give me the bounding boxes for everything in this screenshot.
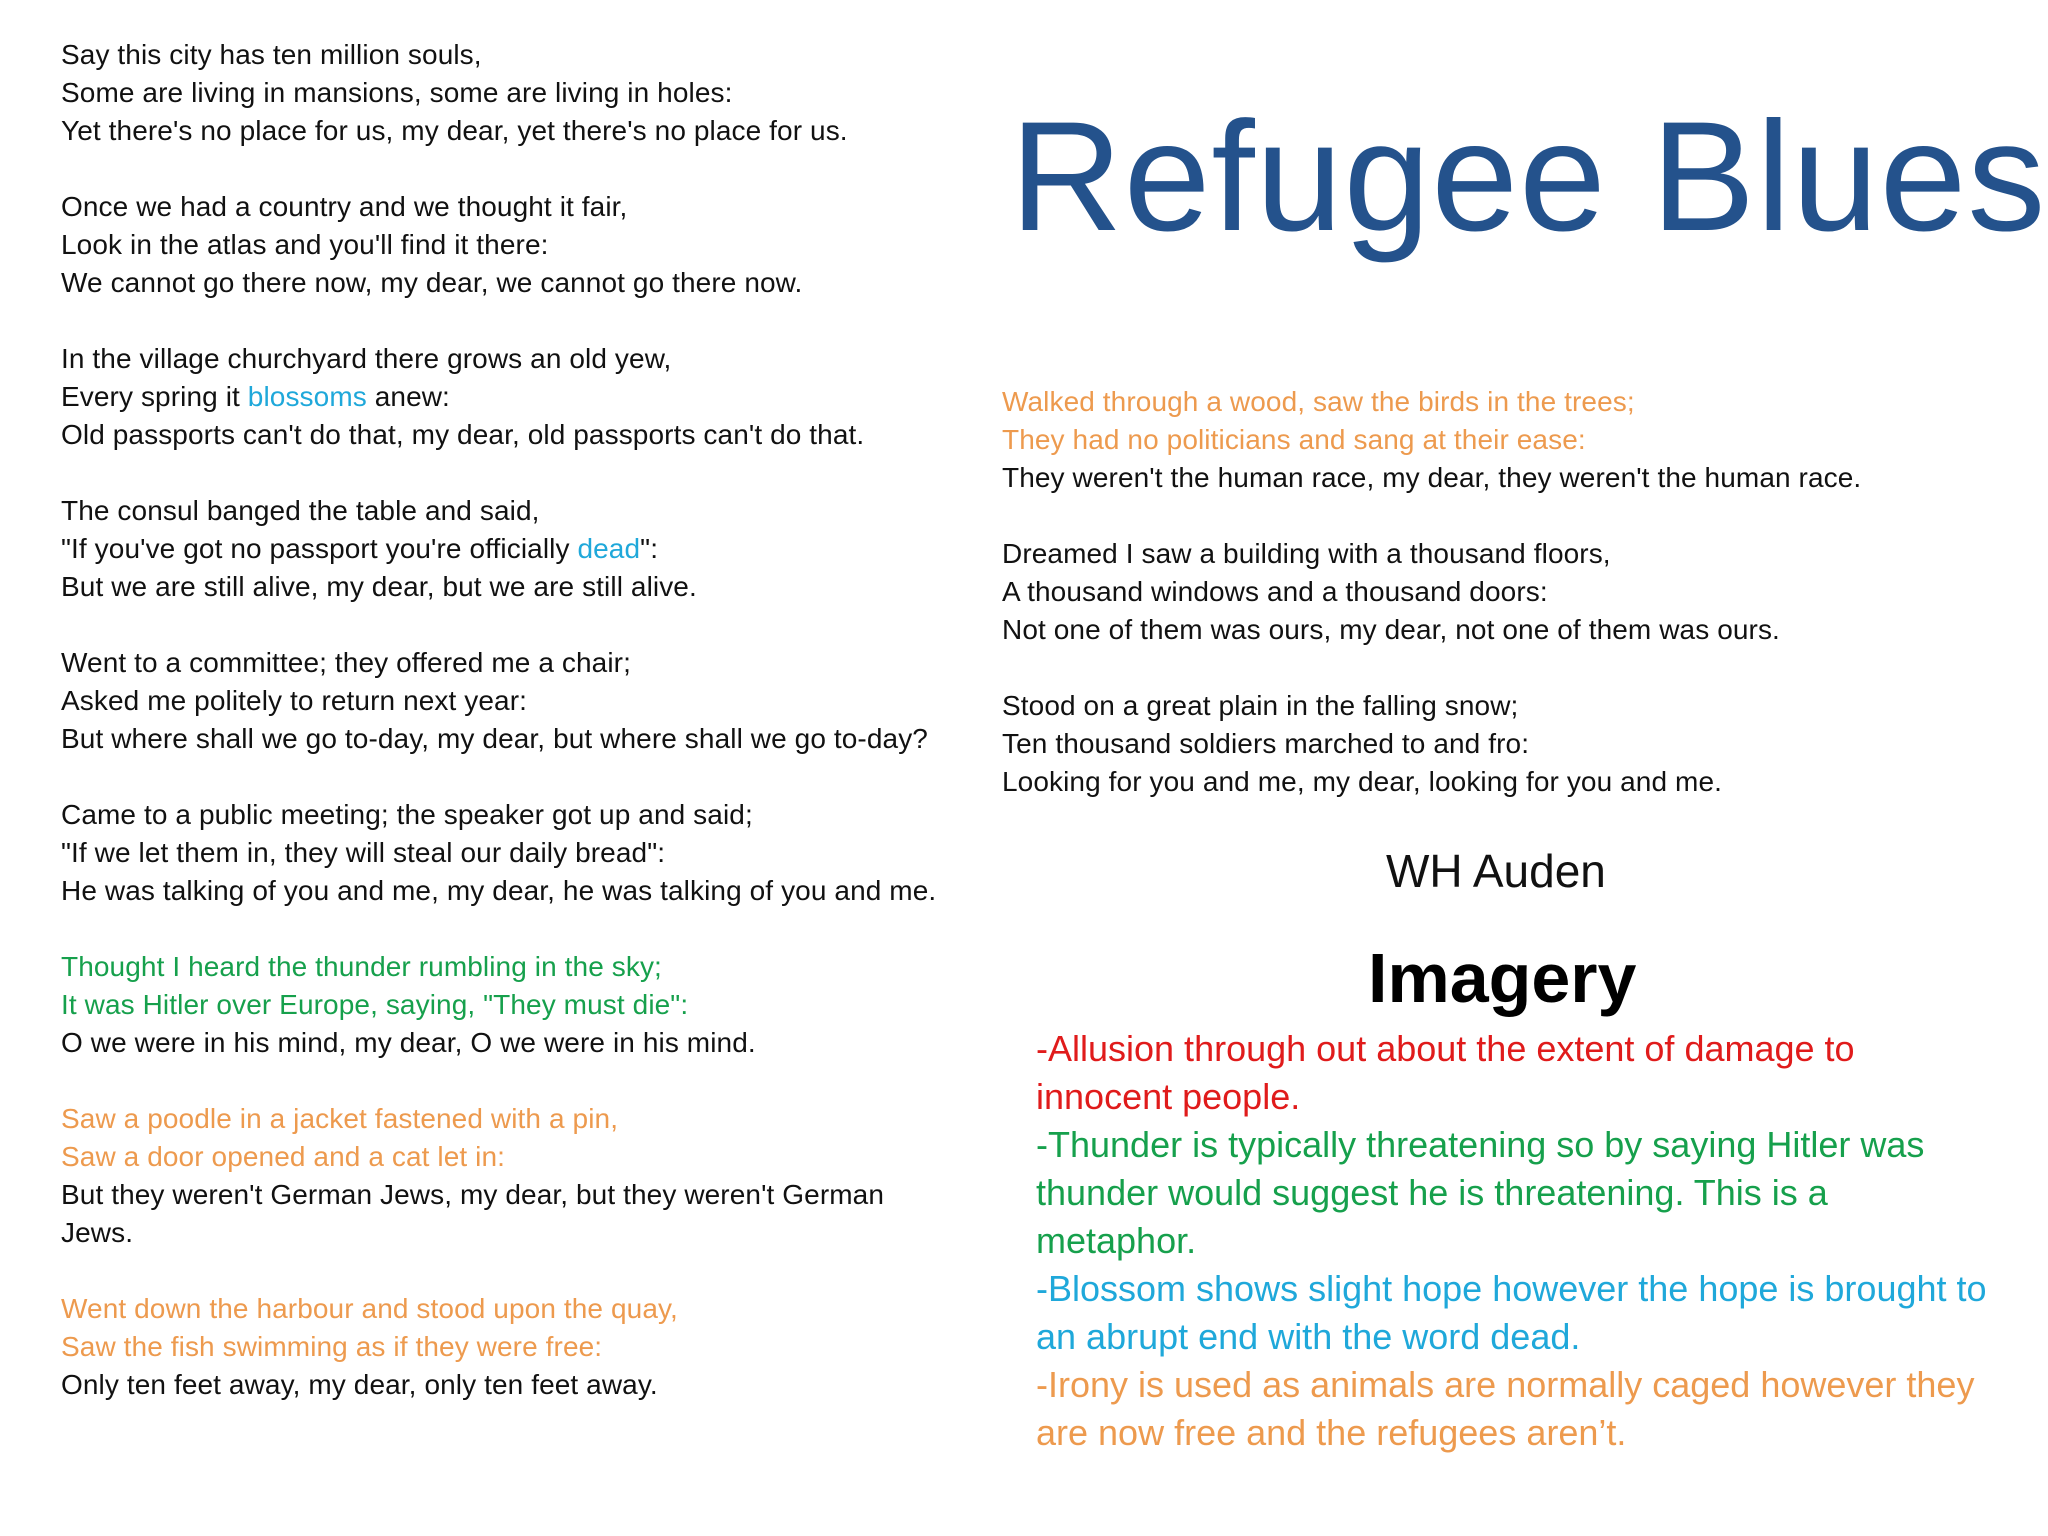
poem-line-highlighted: They had no politicians and sang at their ease: bbox=[1002, 424, 1586, 455]
stanza-12 bbox=[1002, 687, 2002, 801]
poem-line: Went to a committee; they offered me a chair; bbox=[61, 647, 631, 678]
stanza-5 bbox=[61, 644, 941, 758]
poem-line-text: "If you've got no passport you're officially bbox=[61, 533, 578, 564]
poem-line: "If we let them in, they will steal our daily bread": bbox=[61, 837, 666, 868]
poem-line-highlighted: Went down the harbour and stood upon the quay, bbox=[61, 1293, 678, 1324]
note-irony: -Irony is used as animals are normally caged however they are now free and the refugees aren’t. bbox=[1036, 1364, 1975, 1453]
poem-line: Once we had a country and we thought it fair, bbox=[61, 191, 628, 222]
poem-line: Came to a public meeting; the speaker got up and said; bbox=[61, 799, 753, 830]
poem-line bbox=[61, 378, 941, 416]
poem-line-highlighted: Saw the fish swimming as if they were free: bbox=[61, 1331, 603, 1362]
stanza-3 bbox=[61, 340, 941, 454]
poem-line: Look in the atlas and you'll find it there: bbox=[61, 229, 549, 260]
poem-line: O we were in his mind, my dear, O we were in his mind. bbox=[61, 1027, 756, 1058]
poem-line: Old passports can't do that, my dear, old passports can't do that. bbox=[61, 419, 865, 450]
poem-line-text: Every spring it bbox=[61, 381, 248, 412]
imagery-heading: Imagery bbox=[1368, 939, 1637, 1017]
poem-line-highlighted: Saw a poodle in a jacket fastened with a pin, bbox=[61, 1103, 619, 1134]
poem-line: Yet there's no place for us, my dear, yet there's no place for us. bbox=[61, 115, 848, 146]
imagery-notes bbox=[1036, 1025, 1996, 1457]
poem-line: Dreamed I saw a building with a thousand floors, bbox=[1002, 538, 1611, 569]
poem-line: We cannot go there now, my dear, we cannot go there now. bbox=[61, 267, 803, 298]
stanza-1 bbox=[61, 36, 941, 150]
stanza-9 bbox=[61, 1290, 941, 1404]
poem-line-highlighted: Saw a door opened and a cat let in: bbox=[61, 1141, 506, 1172]
poem-line: But we are still alive, my dear, but we are still alive. bbox=[61, 571, 697, 602]
stanza-11 bbox=[1002, 535, 2002, 649]
poem-line: Some are living in mansions, some are living in holes: bbox=[61, 77, 733, 108]
stanza-2 bbox=[61, 188, 941, 302]
note-allusion: -Allusion through out about the extent of damage to innocent people. bbox=[1036, 1028, 1855, 1117]
poem-line: But where shall we go to-day, my dear, but where shall we go to-day? bbox=[61, 723, 928, 754]
stanza-8 bbox=[61, 1100, 941, 1252]
poem-left-column bbox=[61, 36, 941, 1442]
poem-line bbox=[61, 530, 941, 568]
poem-line: Say this city has ten million souls, bbox=[61, 39, 482, 70]
poem-line-highlighted: It was Hitler over Europe, saying, "They must die": bbox=[61, 989, 689, 1020]
stanza-4 bbox=[61, 492, 941, 606]
poem-title: Refugee Blues bbox=[1010, 90, 2047, 264]
poem-line: The consul banged the table and said, bbox=[61, 495, 540, 526]
poem-line-highlighted: Thought I heard the thunder rumbling in the sky; bbox=[61, 951, 662, 982]
poem-line-highlighted: Walked through a wood, saw the birds in the trees; bbox=[1002, 386, 1635, 417]
poem-line: Ten thousand soldiers marched to and fro: bbox=[1002, 728, 1530, 759]
stanza-7 bbox=[61, 948, 941, 1062]
poem-line-text: anew: bbox=[366, 381, 450, 412]
poem-line: But they weren't German Jews, my dear, but they weren't German Jews. bbox=[61, 1179, 892, 1248]
note-thunder-metaphor: -Thunder is typically threatening so by saying Hitler was thunder would suggest he is threatening. This is a metaphor. bbox=[1036, 1124, 1925, 1261]
stanza-10 bbox=[1002, 383, 2002, 497]
poem-line: He was talking of you and me, my dear, he was talking of you and me. bbox=[61, 875, 937, 906]
poem-line: Looking for you and me, my dear, looking for you and me. bbox=[1002, 766, 1723, 797]
poem-line-text: ": bbox=[640, 533, 659, 564]
author-name: WH Auden bbox=[1386, 845, 1606, 897]
poem-line: A thousand windows and a thousand doors: bbox=[1002, 576, 1548, 607]
note-blossom-hope: -Blossom shows slight hope however the hope is brought to an abrupt end with the word dead. bbox=[1036, 1268, 1987, 1357]
stanza-6 bbox=[61, 796, 941, 910]
highlight-dead: dead bbox=[577, 533, 641, 564]
poem-line: Stood on a great plain in the falling snow; bbox=[1002, 690, 1519, 721]
poem-line: Asked me politely to return next year: bbox=[61, 685, 528, 716]
poem-line: They weren't the human race, my dear, they weren't the human race. bbox=[1002, 462, 1862, 493]
poem-right-column bbox=[1002, 383, 2002, 839]
highlight-blossoms: blossoms bbox=[247, 381, 367, 412]
poem-line: Only ten feet away, my dear, only ten feet away. bbox=[61, 1369, 658, 1400]
poem-line: In the village churchyard there grows an old yew, bbox=[61, 343, 672, 374]
poem-line: Not one of them was ours, my dear, not one of them was ours. bbox=[1002, 614, 1780, 645]
